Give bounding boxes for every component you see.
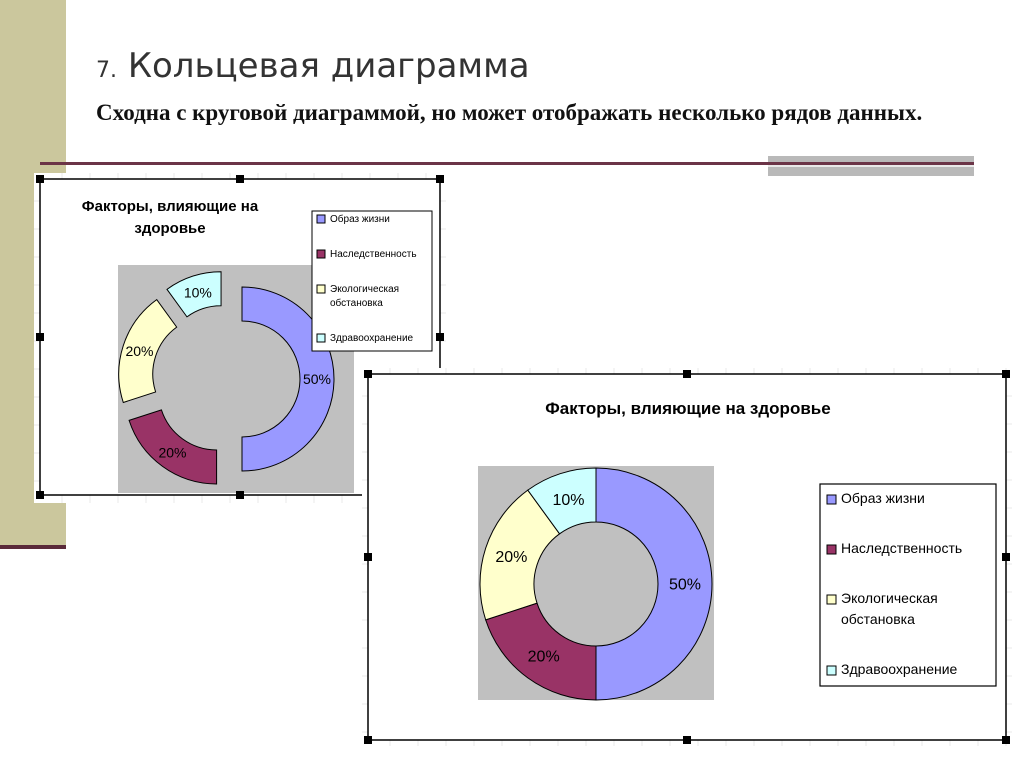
legend-label: обстановка (330, 298, 383, 309)
chart2-legend (820, 484, 996, 686)
chart2-svg (362, 368, 1012, 746)
legend-label: Здравоохранение (841, 661, 958, 677)
legend-label: Образ жизни (841, 490, 925, 506)
chart2-title: Факторы, влияющие на здоровье (545, 399, 831, 418)
legend-swatch (827, 595, 836, 604)
chart1-legend (312, 211, 432, 351)
data-label: 20% (527, 648, 560, 666)
selection-handle[interactable] (1002, 736, 1010, 744)
selection-handle[interactable] (1002, 370, 1010, 378)
legend-label: Наследственность (330, 249, 417, 260)
legend-swatch (317, 250, 325, 258)
chart1-title-line2: здоровье (134, 220, 206, 237)
selection-handle[interactable] (436, 175, 444, 183)
data-label: 10% (183, 284, 212, 301)
selection-handle[interactable] (236, 175, 244, 183)
selection-handle[interactable] (364, 370, 372, 378)
selection-handle[interactable] (364, 736, 372, 744)
legend-label: Наследственность (841, 540, 963, 556)
data-label: 20% (158, 444, 187, 461)
selection-handle[interactable] (36, 333, 44, 341)
selection-handle[interactable] (1002, 553, 1010, 561)
legend-label: Образ жизни (330, 214, 390, 225)
selection-handle[interactable] (683, 736, 691, 744)
legend-label: обстановка (841, 611, 915, 627)
legend-swatch (827, 495, 836, 504)
chart-donut[interactable] (362, 368, 1012, 746)
data-label: 20% (495, 549, 528, 567)
slide-number: 7. (96, 58, 117, 83)
legend-swatch (827, 666, 836, 675)
legend-swatch (317, 334, 325, 342)
left-accent-underline (0, 545, 66, 549)
chart1-title-line1: Факторы, влияющие на (81, 198, 259, 215)
legend-swatch (317, 285, 325, 293)
selection-handle[interactable] (364, 553, 372, 561)
legend-label: Здравоохранение (330, 333, 414, 344)
legend-label: Экологическая (841, 590, 938, 606)
slide-subtitle: Сходна с круговой диаграммой, но может отображать несколько рядов данных. (96, 100, 923, 125)
data-label: 20% (125, 342, 154, 359)
title-rule (40, 162, 974, 165)
selection-handle[interactable] (36, 491, 44, 499)
legend-swatch (317, 215, 325, 223)
data-label: 50% (668, 576, 702, 594)
data-label: 10% (552, 491, 585, 509)
legend-swatch (827, 545, 836, 554)
selection-handle[interactable] (683, 370, 691, 378)
slide-title-text: Кольцевая диаграмма (127, 46, 530, 86)
selection-handle[interactable] (236, 491, 244, 499)
selection-handle[interactable] (436, 333, 444, 341)
slide-title (96, 46, 530, 86)
selection-handle[interactable] (36, 175, 44, 183)
legend-label: Экологическая (330, 284, 400, 295)
data-label: 50% (302, 370, 332, 387)
